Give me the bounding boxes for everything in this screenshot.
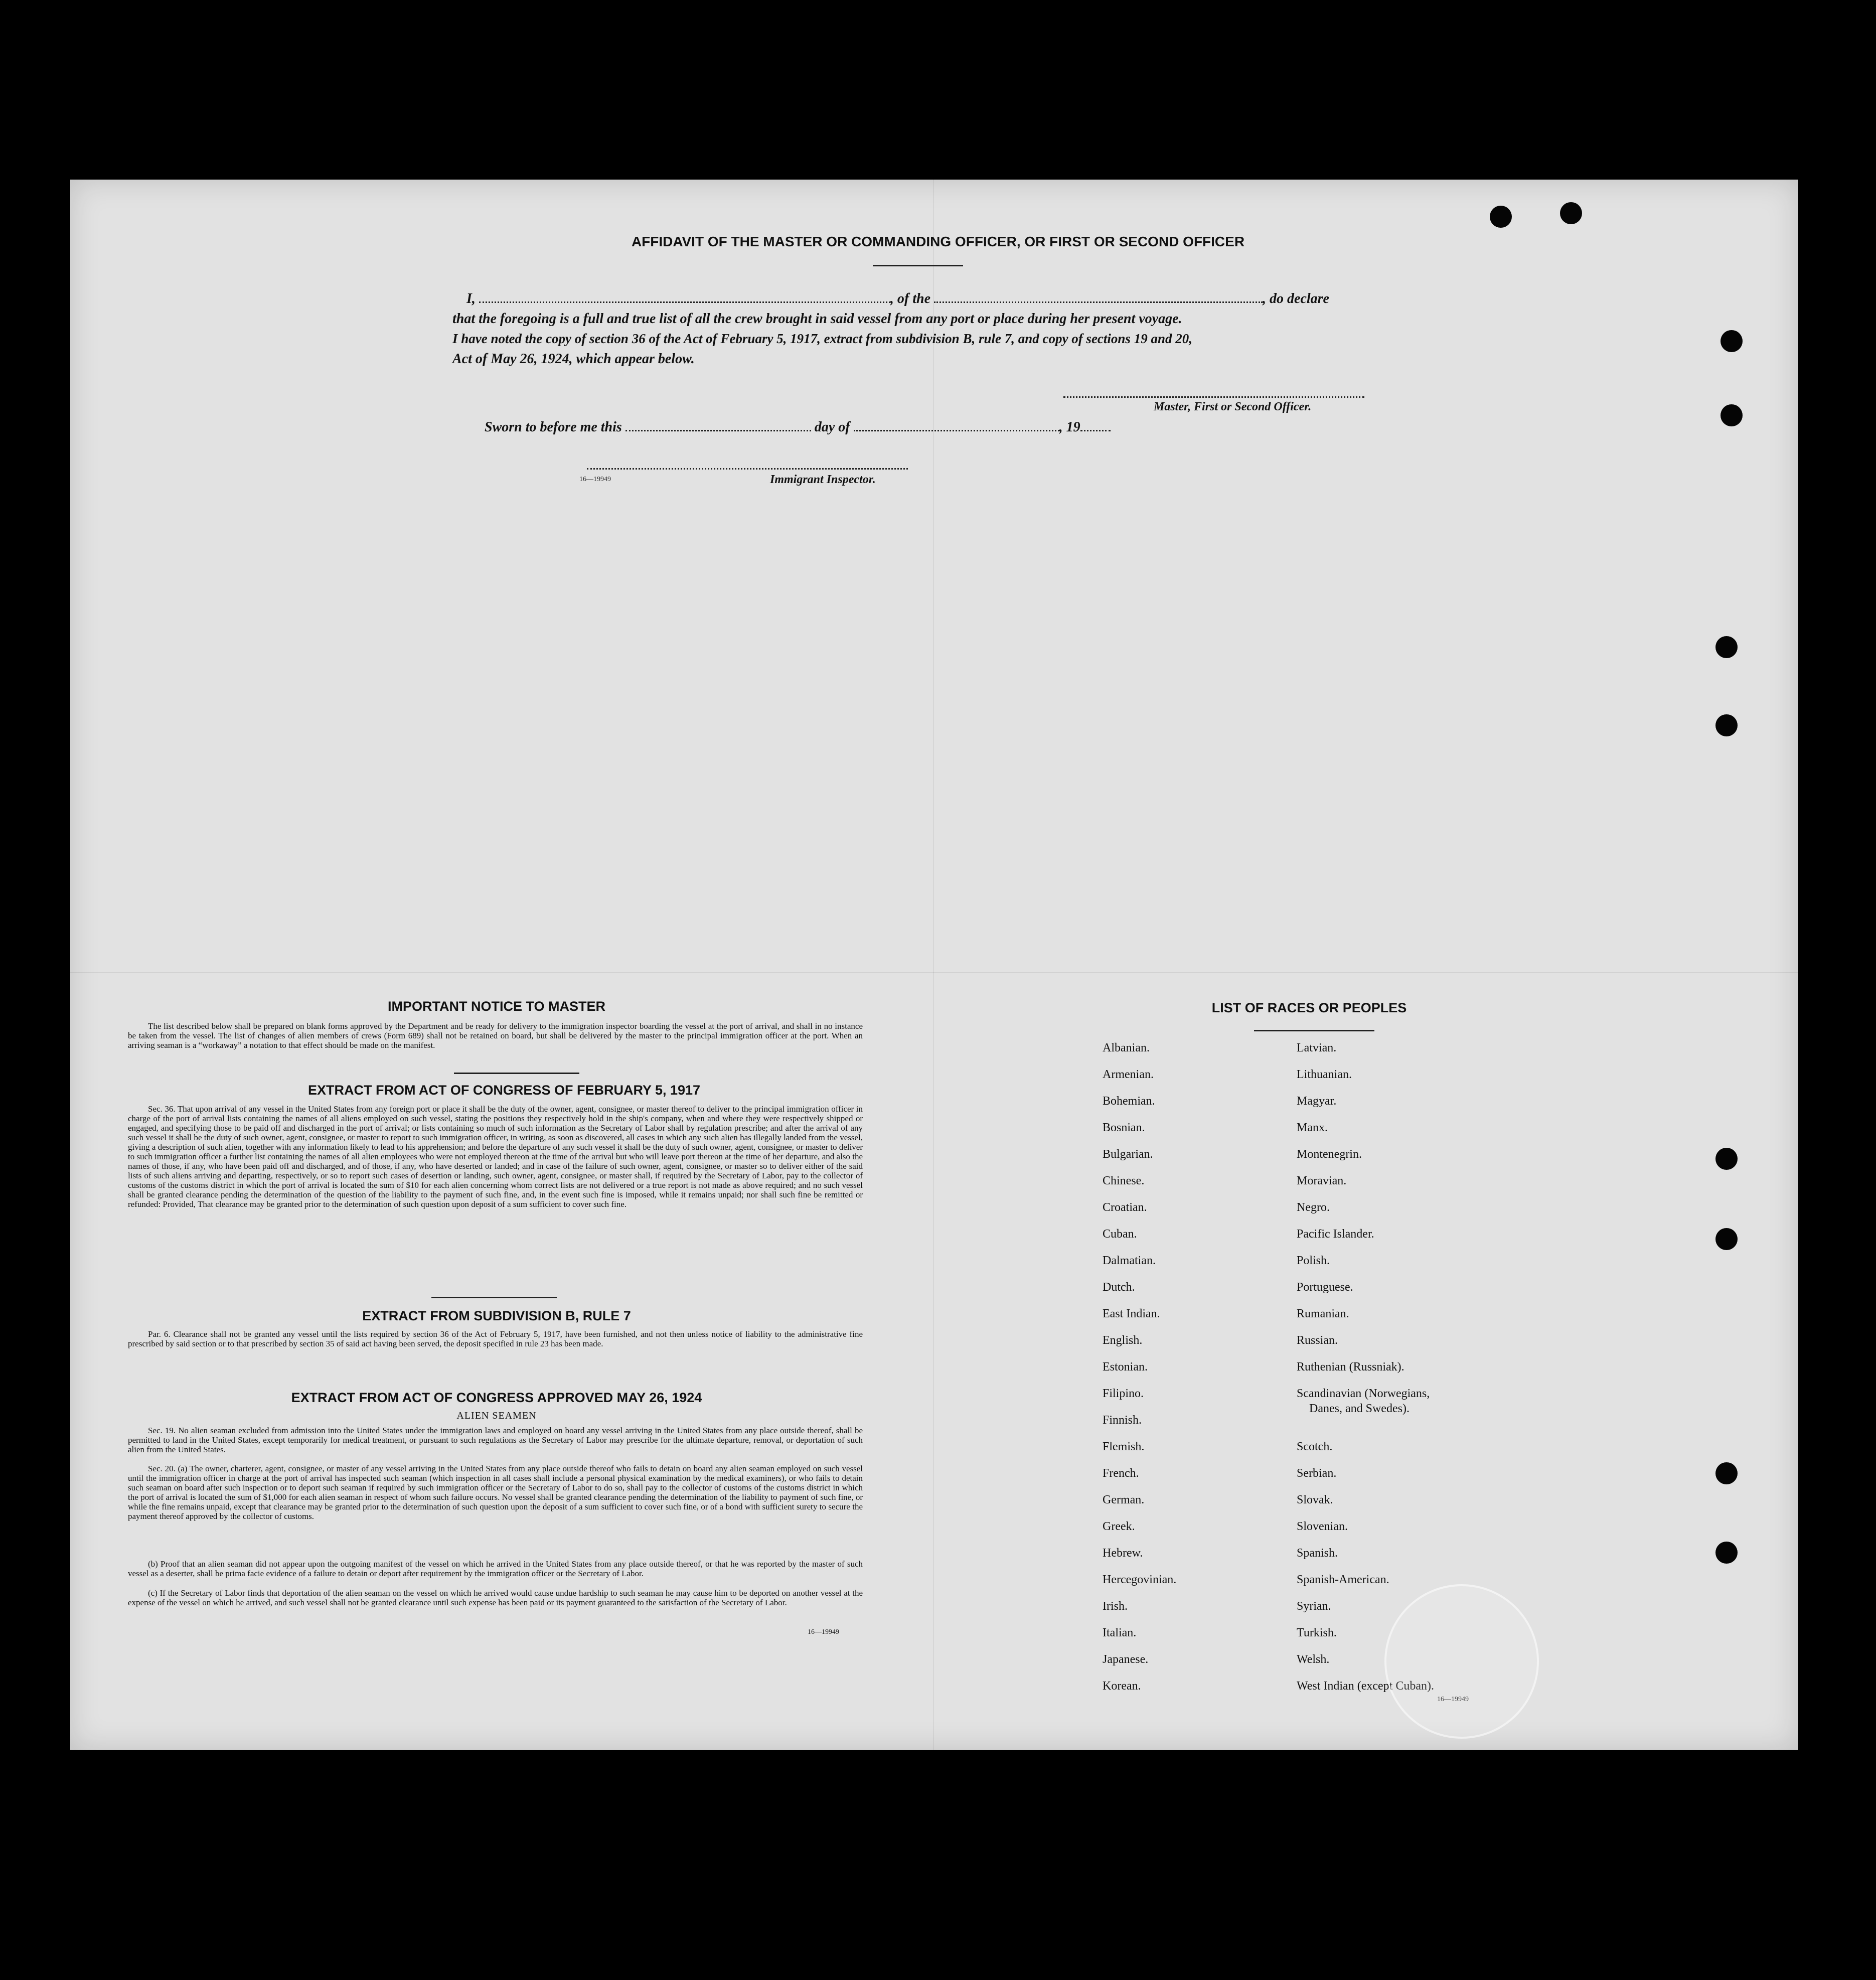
punch-hole <box>1490 206 1512 228</box>
race-item: Magyar. <box>1297 1095 1337 1108</box>
race-item: Dalmatian. <box>1103 1254 1156 1267</box>
affidavit-of-the-label: , of the <box>890 291 931 307</box>
day-of-label: day of <box>814 419 850 435</box>
sworn-line <box>485 419 1111 435</box>
race-item: Greek. <box>1103 1520 1135 1533</box>
punch-hole <box>1721 404 1743 426</box>
notice-rule <box>454 1073 579 1074</box>
race-item: Armenian. <box>1103 1068 1154 1081</box>
sworn-day-blank[interactable] <box>626 421 811 431</box>
extract-1924-sec20b: (b) Proof that an alien seaman did not appear upon the outgoing manifest of the vessel on which he arrived in the United States from any place outside thereof, or that he was reported by the master of such vessel as a deserter, shall be prima facie evidence of a failure to detain or deport after requirement by the immigration officer or the Secretary of Labor. <box>128 1559 863 1578</box>
race-item: Turkish. <box>1297 1626 1337 1639</box>
race-item: Scotch. <box>1297 1440 1333 1453</box>
fold-line-horizontal <box>70 972 1798 973</box>
race-item: Ruthenian (Russniak). <box>1297 1360 1404 1374</box>
race-item: Serbian. <box>1297 1467 1337 1480</box>
race-item: Hebrew. <box>1103 1547 1143 1560</box>
race-item: Chinese. <box>1103 1174 1145 1187</box>
sworn-label: Sworn to before me this <box>485 419 622 435</box>
affidavit-line-1 <box>466 291 1329 307</box>
inspector-signature-blank[interactable] <box>587 468 908 470</box>
races-form-number: 16—19949 <box>1437 1696 1469 1703</box>
race-item: Bohemian. <box>1103 1095 1155 1108</box>
race-item: Slovak. <box>1297 1493 1333 1506</box>
master-label: Master, First or Second Officer. <box>1154 400 1312 413</box>
race-item: Manx. <box>1297 1121 1328 1134</box>
punch-hole <box>1715 636 1738 658</box>
punch-hole <box>1715 1228 1738 1250</box>
punch-hole <box>1560 202 1582 224</box>
notice-body: The list described below shall be prepared on blank forms approved by the Department and be ready for delivery to the immigration inspector boarding the vessel at the port of arrival, and shall in no instance be taken from the vessel. The list of changes of alien members of crews (Form 689) shall not be retained on board, but shall be delivered by the master to the principal immigration officer at the port. When an arriving seaman is a “workaway” a notation to that effect should be made on the manifest. <box>128 1021 863 1050</box>
race-item: German. <box>1103 1493 1145 1506</box>
extract-1924-sec20a: Sec. 20. (a) The owner, charterer, agent, consignee, or master of any vessel arriving in the United States from any place outside thereof who fails to detain on board any alien seaman employed on such vessel until the immigration officer in charge at the port of arrival has inspected such seaman (which inspection in all cases shall include a personal physical examination by the medical examiners), or who fails to detain such seaman on board after such inspection or to deport such seaman if required by such immigration officer or the Secretary of Labor to do so, shall pay to the collector of customs of the customs district in which the port of arrival is located the sum of $1,000 for each alien seaman in respect of whom such failure occurs. No vessel shall be granted clearance pending the determination of the liability to payment of such fine, or while the fine remains unpaid, except that clearance may be granted prior to the determination of such question upon the deposit of a sum sufficient to cover such fine, or of a bond with sufficient surety to secure the payment thereof approved by the collector of customs. <box>128 1464 863 1521</box>
race-item: Polish. <box>1297 1254 1330 1267</box>
punch-hole <box>1715 1148 1738 1170</box>
affidavit-title: AFFIDAVIT OF THE MASTER OR COMMANDING OFFICER, OR FIRST OR SECOND OFFICER <box>631 234 1245 249</box>
race-item: Cuban. <box>1103 1228 1137 1241</box>
race-item: Rumanian. <box>1297 1307 1349 1320</box>
race-item: Albanian. <box>1103 1041 1150 1054</box>
race-item: Lithuanian. <box>1297 1068 1352 1081</box>
race-item: Italian. <box>1103 1626 1137 1639</box>
extract-1924-sec19: Sec. 19. No alien seaman excluded from admission into the United States under the immigration laws and employed on board any vessel arriving in the United States from any place outside thereof, shall be permitted to land in the United States, except temporarily for medical treatment, or pursuant to such regulations as the Secretary of Labor may prescribe for the ultimate departure, removal, or deportation of such alien from the United States. <box>128 1426 863 1454</box>
affidavit-title-rule <box>873 265 963 266</box>
punch-hole <box>1715 714 1738 736</box>
notice-title: IMPORTANT NOTICE TO MASTER <box>388 999 605 1014</box>
race-item: Moravian. <box>1297 1174 1347 1187</box>
race-item: Finnish. <box>1103 1414 1142 1427</box>
punch-hole <box>1715 1462 1738 1484</box>
race-item: Syrian. <box>1297 1600 1331 1613</box>
race-item: Flemish. <box>1103 1440 1145 1453</box>
alien-seamen-subtitle: ALIEN SEAMEN <box>456 1410 537 1421</box>
race-item: East Indian. <box>1103 1307 1160 1320</box>
extract-1924-title: EXTRACT FROM ACT OF CONGRESS APPROVED MAY 26, 1924 <box>291 1390 702 1405</box>
races-title: LIST OF RACES OR PEOPLES <box>1211 1000 1407 1015</box>
subdiv-b-body: Par. 6. Clearance shall not be granted any vessel until the lists required by section 36 of the Act of February 5, 1917, have been furnished, and not then unless notice of liability to the administrative fine prescribed by said section or to that prescribed by section 35 of said act having been served, the deposit specified in rule 23 has been made. <box>128 1329 863 1348</box>
race-item: Spanish. <box>1297 1547 1338 1560</box>
extract-form-number: 16—19949 <box>808 1628 839 1636</box>
inspector-label: Immigrant Inspector. <box>770 473 876 486</box>
races-title-rule <box>1254 1030 1374 1031</box>
race-item: Montenegrin. <box>1297 1148 1362 1161</box>
affidavit-i-label: I, <box>466 291 476 307</box>
extract-1917-body: Sec. 36. That upon arrival of any vessel in the United States from any foreign port or place it shall be the duty of the owner, agent, consignee, or master thereof to deliver to the principal immigration officer in charge of the port of arrival lists containing the names of all aliens employed on such vessel, stating the positions they respectively hold in the ship's company, when and where they were respectively shipped or engaged, and specifying those to be paid off and discharged in the port of arrival; or lists containing so much of such information as the Secretary of Labor shall by regulation prescribe; and after the arrival of any such vessel it shall be the duty of such owner, agent, consignee, or master to report to such immigration officer, in writing, as soon as discovered, all cases in which any such alien has illegally landed from the vessel, giving a description of such alien, together with any information likely to lead to his apprehension; and before the departure of any such vessel it shall be the duty of such owner, agent, consignee, or master to deliver to such immigration officer a further list containing the names of all alien employees who were not employed thereon at the time of the arrival but who will leave port thereon at the time of her departure, and also the names of those, if any, who have been paid off and discharged, and of those, if any, who have deserted or landed; and in case of the failure of such owner, agent, consignee, or master so to deliver either of the said lists of such aliens arriving and departing, respectively, or so to report such cases of desertion or landing, such owner, agent, consignee, or master shall, if required by the Secretary of Labor, pay to the collector of customs of the customs district in which the port of arrival is located the sum of $10 for each alien concerning whom correct lists are not delivered or a true report is not made as above required; and no such vessel shall be granted clearance pending the determination of the question of the liability to the payment of such fine, and, in the event such fine is imposed, while it remains unpaid; nor shall such fine be remitted or refunded: Provided, That clearance may be granted prior to the determination of such question upon deposit of a sum sufficient to cover such fine. <box>128 1104 863 1209</box>
race-item: West Indian (except Cuban). <box>1297 1680 1434 1693</box>
fold-line-vertical <box>933 180 934 1750</box>
affidavit-line-2: that the foregoing is a full and true list of all the crew brought in said vessel from any port or place during her present voyage. <box>452 311 1182 327</box>
year-prefix-label: , 19 <box>1059 419 1080 435</box>
race-item: Bulgarian. <box>1103 1148 1153 1161</box>
subdiv-b-title: EXTRACT FROM SUBDIVISION B, RULE 7 <box>362 1308 631 1323</box>
race-item: Estonian. <box>1103 1360 1148 1374</box>
sworn-month-blank[interactable] <box>854 421 1059 431</box>
race-item: Hercegovinian. <box>1103 1573 1177 1586</box>
embossed-seal <box>1384 1584 1539 1739</box>
race-item: Croatian. <box>1103 1201 1147 1214</box>
race-item: Bosnian. <box>1103 1121 1145 1134</box>
extract-1924-sec20c: (c) If the Secretary of Labor finds that deportation of the alien seaman on the vessel on which he arrived would cause undue hardship to such seaman he may cause him to be deported on another vessel at the expense of the vessel on which he arrived, and such vessel shall not be granted clearance until such expense has been paid or its payment guaranteed to the satisfaction of the Secretary of Labor. <box>128 1588 863 1607</box>
punch-hole <box>1721 330 1743 352</box>
affidavit-line-4: Act of May 26, 1924, which appear below. <box>452 351 695 367</box>
affidavit-form-number: 16—19949 <box>579 476 611 483</box>
race-item: Negro. <box>1297 1201 1330 1214</box>
race-item: Danes, and Swedes). <box>1309 1402 1410 1415</box>
affidavit-line-3: I have noted the copy of section 36 of the Act of February 5, 1917, extract from subdivision B, rule 7, and copy of sections 19 and 20, <box>452 331 1192 346</box>
race-item: Japanese. <box>1103 1653 1149 1666</box>
punch-hole <box>1715 1542 1738 1564</box>
race-item: Irish. <box>1103 1600 1128 1613</box>
race-item: Filipino. <box>1103 1387 1144 1400</box>
race-item: English. <box>1103 1334 1143 1347</box>
race-item: Pacific Islander. <box>1297 1228 1374 1241</box>
race-item: Latvian. <box>1297 1041 1337 1054</box>
vessel-name-blank[interactable] <box>934 292 1263 303</box>
race-item: Dutch. <box>1103 1281 1135 1294</box>
race-item: French. <box>1103 1467 1139 1480</box>
document-page <box>70 180 1798 1750</box>
affidavit-declare-label: , do declare <box>1263 291 1329 307</box>
race-item: Russian. <box>1297 1334 1338 1347</box>
race-item: Welsh. <box>1297 1653 1330 1666</box>
extract-1917-rule <box>431 1297 557 1298</box>
race-item: Scandinavian (Norwegians, <box>1297 1387 1430 1400</box>
race-item: Slovenian. <box>1297 1520 1348 1533</box>
master-signature-blank[interactable] <box>1063 396 1364 398</box>
affiant-name-blank[interactable] <box>479 292 890 303</box>
extract-1917-title: EXTRACT FROM ACT OF CONGRESS OF FEBRUARY 5, 1917 <box>307 1083 701 1098</box>
race-item: Korean. <box>1103 1680 1141 1693</box>
race-item: Portuguese. <box>1297 1281 1353 1294</box>
sworn-year-blank[interactable] <box>1080 421 1111 431</box>
race-item: Spanish-American. <box>1297 1573 1389 1586</box>
